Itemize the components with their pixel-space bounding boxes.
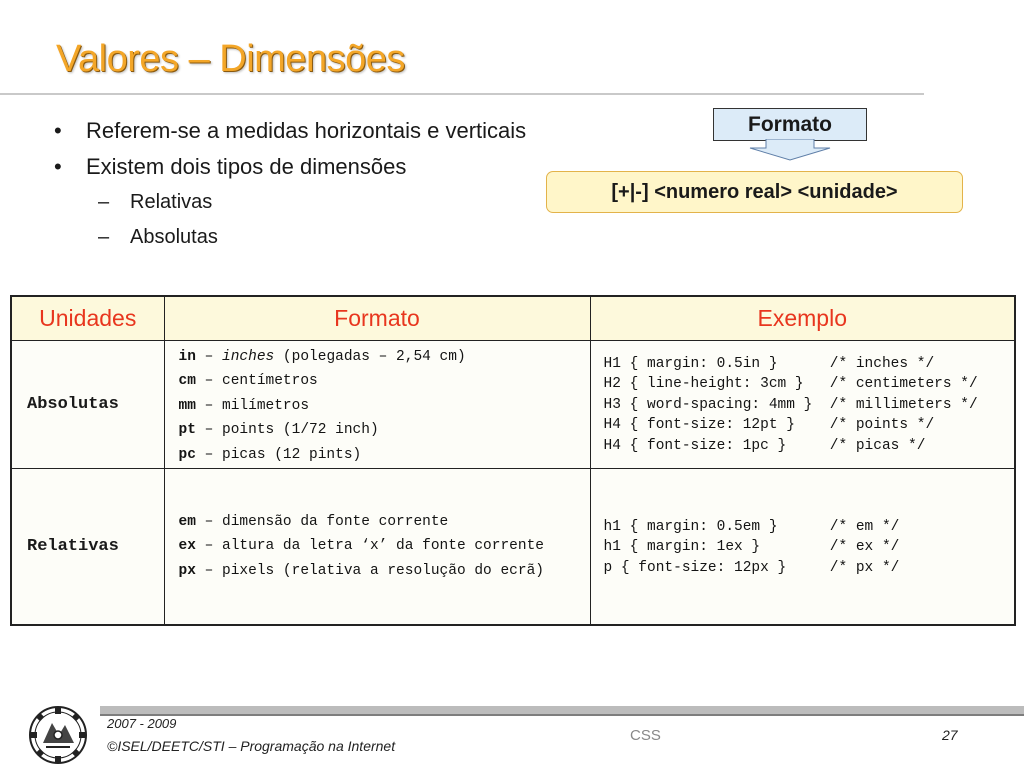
example-line: H4 { font-size: 12pt } /* points */ (603, 417, 935, 434)
format-line (179, 559, 590, 584)
bullet-mark: • (54, 118, 62, 143)
title-divider (0, 93, 924, 95)
format-separator: – (195, 513, 223, 530)
unit-description: dimensão da fonte corrente (222, 513, 449, 530)
units-table (10, 295, 1016, 626)
example-line: h1 { margin: 1ex } /* ex */ (603, 539, 900, 555)
sub-bullet-text: Relativas (130, 191, 213, 213)
example-cell (590, 468, 1015, 625)
unit-code: mm (178, 397, 196, 414)
isel-gear-logo-icon (28, 705, 88, 765)
syntax-format-box: [+|-] <numero real> <unidade> (546, 171, 963, 213)
header-formato: Formato (164, 296, 590, 340)
format-separator: – (195, 562, 223, 579)
unit-description: centímetros (222, 373, 318, 389)
down-arrow-icon (748, 139, 832, 161)
sub-bullet-item (52, 220, 652, 255)
example-line: H3 { word-spacing: 4mm } /* millimeters */ (603, 396, 978, 413)
unit-code: pc (178, 446, 196, 463)
sub-bullet-mark: – (98, 226, 110, 248)
bullet-mark: • (54, 154, 62, 179)
format-line (179, 345, 590, 370)
unit-group-name: Relativas (11, 468, 164, 625)
format-line (179, 443, 590, 468)
format-separator: – (195, 348, 223, 365)
unit-code: cm (178, 373, 196, 389)
footer-dates: 2007 - 2009 (107, 716, 177, 731)
formato-label-box: Formato (713, 108, 867, 141)
header-exemplo: Exemplo (590, 296, 1015, 340)
unit-description: (polegadas – 2,54 cm) (274, 348, 466, 365)
table-row (11, 468, 1015, 625)
format-separator: – (195, 422, 223, 438)
table-header-row (11, 296, 1015, 340)
example-line: H4 { font-size: 1pc } /* picas */ (603, 437, 926, 454)
page-number: 27 (942, 727, 958, 743)
sub-bullet-text: Absolutas (130, 226, 218, 248)
unit-description: points (1/72 inch) (222, 422, 379, 438)
example-cell (590, 340, 1015, 468)
example-line: h1 { margin: 0.5em } /* em */ (603, 518, 900, 535)
bullet-text: Referem-se a medidas horizontais e verticais (86, 118, 527, 143)
footer-divider (100, 706, 1024, 714)
format-line (179, 534, 590, 559)
unit-code: px (178, 562, 196, 579)
format-line (179, 394, 590, 419)
format-separator: – (195, 373, 223, 389)
format-cell (164, 468, 590, 625)
unit-description: altura da letra ‘x’ da fonte corrente (222, 538, 544, 554)
slide-title: Valores – Dimensões (56, 38, 405, 80)
unit-code: pt (178, 422, 196, 438)
bullet-text: Existem dois tipos de dimensões (86, 154, 407, 179)
footer-divider-shadow (100, 714, 1024, 716)
example-line: H1 { margin: 0.5in } /* inches */ (603, 355, 935, 372)
unit-description: milímetros (222, 397, 310, 414)
unit-term: inches (222, 348, 275, 365)
sub-bullet-mark: – (98, 191, 110, 213)
bullet-item (52, 113, 652, 149)
unit-description: picas (12 pints) (222, 446, 362, 463)
footer-topic: CSS (630, 727, 661, 744)
unit-description: pixels (relativa a resolução do ecrã) (222, 562, 544, 579)
format-line (179, 369, 590, 394)
unit-code: ex (178, 538, 196, 554)
format-line (179, 510, 590, 535)
unit-code: in (178, 348, 196, 365)
format-separator: – (195, 397, 223, 414)
format-separator: – (195, 446, 223, 463)
example-line: H2 { line-height: 3cm } /* centimeters */ (603, 376, 978, 393)
format-separator: – (195, 538, 223, 554)
unit-group-name: Absolutas (11, 340, 164, 468)
unit-code: em (178, 513, 196, 530)
format-cell (164, 340, 590, 468)
footer-credit: ©ISEL/DEETC/STI – Programação na Internet (107, 738, 396, 754)
table-row (11, 340, 1015, 468)
example-line: p { font-size: 12px } /* px */ (603, 559, 900, 576)
header-unidades: Unidades (11, 296, 164, 340)
format-line (179, 418, 590, 443)
